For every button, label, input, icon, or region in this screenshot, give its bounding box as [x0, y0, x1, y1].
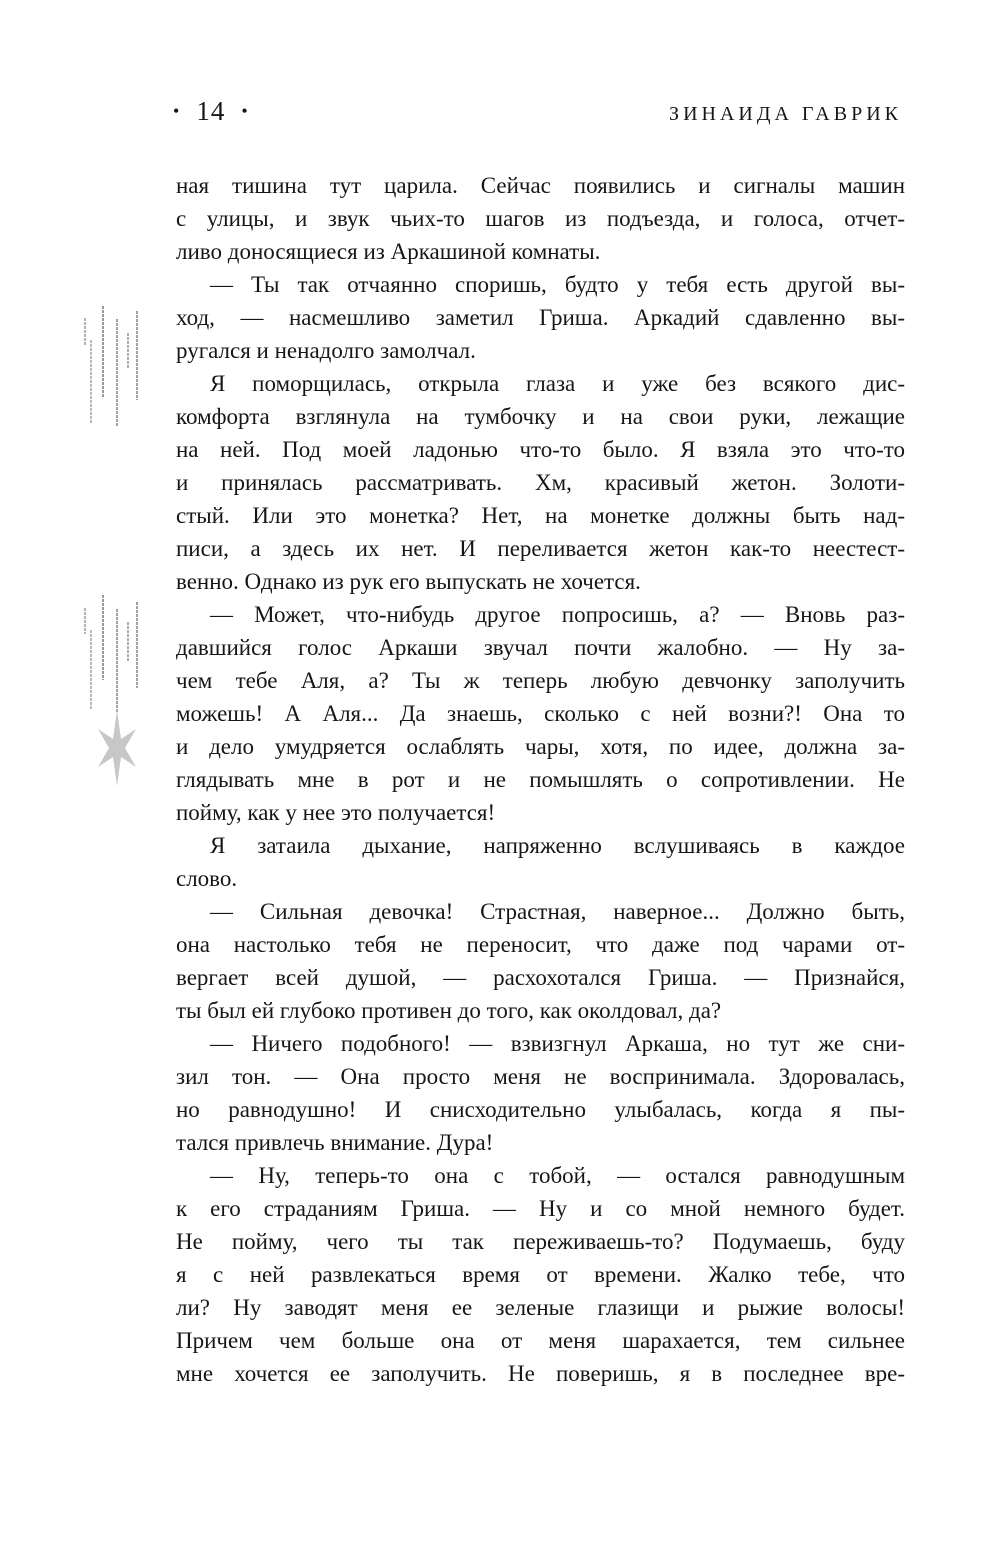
- text-line: Я поморщилась, открыла глаза и уже без всякого дис-: [210, 371, 905, 396]
- text-line: ругался и ненадолго замолчал.: [176, 338, 476, 363]
- text-line: она настолько тебя не переносит, что даже под чарами от-: [176, 932, 905, 957]
- text-line: с улицы, и звук чьих-то шагов из подъезда, и голоса, отчет-: [176, 206, 905, 231]
- author-name: ЗИНАИДА ГАВРИК: [669, 103, 902, 125]
- text-line: комфорта взглянула на тумбочку и на свои руки, лежащие: [176, 404, 905, 429]
- text-line: давшийся голос Аркаши звучал почти жалобно. — Ну за-: [176, 635, 905, 660]
- paragraph: [176, 1159, 905, 1390]
- text-line: писи, а здесь их нет. И переливается жетон как-то неестест-: [176, 536, 905, 561]
- text-line: ная тишина тут царила. Сейчас появились и сигналы машин: [176, 173, 905, 198]
- paragraph: [176, 895, 905, 1027]
- text-line: ливо доносящиеся из Аркашиной комнаты.: [176, 239, 601, 264]
- text-line: стый. Или это монетка? Нет, на монетке должны быть над-: [176, 503, 905, 528]
- star-icon: [98, 710, 136, 786]
- text-line: — Сильная девочка! Страстная, наверное... Должно быть,: [210, 899, 905, 924]
- text-line: Причем чем больше она от меня шарахается, тем сильнее: [176, 1328, 905, 1353]
- text-line: мне хочется ее заполучить. Не поверишь, я в последнее вре-: [176, 1361, 905, 1386]
- text-line: к его страданиям Гриша. — Ну и со мной немного будет.: [176, 1196, 905, 1221]
- page-number: [173, 96, 249, 127]
- text-line: и дело умудряется ослаблять чары, хотя, по идее, должна за-: [176, 734, 905, 759]
- running-head: [173, 96, 902, 127]
- text-block: [176, 169, 905, 1390]
- sketch-lines-group-1: [85, 306, 137, 426]
- text-line: Не пойму, чего ты так переживаешь-то? Подумаешь, буду: [176, 1229, 905, 1254]
- text-line: я с ней развлекаться время от времени. Жалко тебе, что: [176, 1262, 905, 1287]
- bullet-icon: •: [173, 101, 181, 121]
- text-line: — Ничего подобного! — взвизгнул Аркаша, но тут же сни-: [210, 1031, 905, 1056]
- text-line: венно. Однако из рук его выпускать не хочется.: [176, 569, 641, 594]
- text-line: но равнодушно! И снисходительно улыбалась, когда я пы-: [176, 1097, 905, 1122]
- paragraph: [176, 829, 905, 895]
- paragraph: [176, 268, 905, 367]
- text-line: — Ты так отчаянно споришь, будто у тебя есть другой вы-: [210, 272, 905, 297]
- text-line: Я затаила дыхание, напряженно вслушиваясь в каждое: [210, 833, 905, 858]
- page-number-value: 14: [196, 96, 226, 126]
- text-line: ты был ей глубоко противен до того, как околдовал, да?: [176, 998, 722, 1023]
- paragraph: [176, 598, 905, 829]
- text-line: ход, — насмешливо заметил Гриша. Аркадий сдавленно вы-: [176, 305, 905, 330]
- text-line: пойму, как у нее это получается!: [176, 800, 496, 825]
- paragraph: [176, 1027, 905, 1159]
- text-line: — Может, что-нибудь другое попросишь, а? — Вновь раз-: [210, 602, 905, 627]
- text-line: слово.: [176, 866, 238, 891]
- text-line: чем тебе Аля, а? Ты ж теперь любую девчонку заполучить: [176, 668, 905, 693]
- text-line: ли? Ну заводят меня ее зеленые глазищи и рыжие волосы!: [176, 1295, 905, 1320]
- sketch-lines-group-2: [85, 595, 137, 712]
- text-line: зил тон. — Она просто меня не воспринимала. Здоровалась,: [176, 1064, 905, 1089]
- bullet-icon: •: [241, 101, 249, 121]
- text-line: — Ну, теперь-то она с тобой, — остался равнодушным: [210, 1163, 905, 1188]
- text-line: тался привлечь внимание. Дура!: [176, 1130, 494, 1155]
- text-line: можешь! А Аля... Да знаешь, сколько с ней возни?! Она то: [176, 701, 905, 726]
- text-line: вергает всей душой, — расхохотался Гриша. — Признайся,: [176, 965, 905, 990]
- paragraph: [176, 169, 905, 268]
- text-line: глядывать мне в рот и не помышлять о сопротивлении. Не: [176, 767, 905, 792]
- paragraph: [176, 367, 905, 598]
- text-line: и принялась рассматривать. Хм, красивый жетон. Золоти-: [176, 470, 905, 495]
- text-line: на ней. Под моей ладонью что-то было. Я взяла это что-то: [176, 437, 905, 462]
